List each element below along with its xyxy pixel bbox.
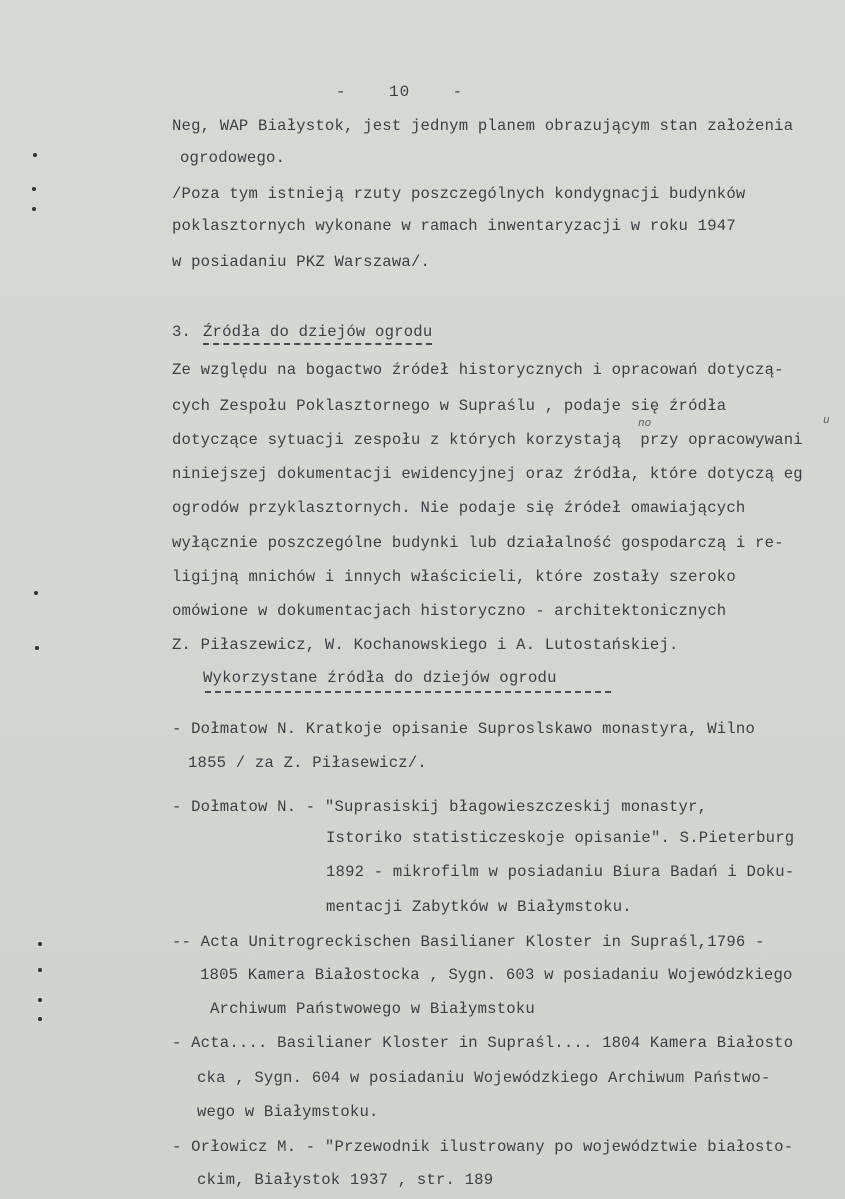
source-line: 1892 - mikrofilm w posiadaniu Biura Badań i Doku- xyxy=(326,863,795,881)
sources-heading: Wykorzystane źródła do dziejów ogrodu xyxy=(203,669,557,687)
margin-speck xyxy=(38,942,42,946)
body-line: omówione w dokumentacjach historyczno - architektonicznych xyxy=(172,602,727,620)
page-number: - 10 - xyxy=(336,83,464,101)
source-line: 1805 Kamera Białostocka , Sygn. 603 w posiadaniu Wojewódzkiego xyxy=(200,966,793,984)
source-line: mentacji Zabytków w Białymstoku. xyxy=(326,898,632,916)
text-line: poklasztornych wykonane w ramach inwentaryzacji w roku 1947 xyxy=(172,217,736,235)
margin-speck xyxy=(32,207,36,211)
body-line: wyłącznie poszczególne budynki lub działalność gospodarczą i re- xyxy=(172,534,784,552)
heading-dashed-underline xyxy=(205,691,611,693)
source-line: Istoriko statisticzeskoje opisanie". S.Pieterburg xyxy=(326,829,795,847)
body-line: niniejszej dokumentacji ewidencyjnej oraz źródła, które dotyczą eg xyxy=(172,465,803,483)
source-line: Archiwum Państwowego w Białymstoku xyxy=(210,1000,535,1018)
body-line: dotyczące sytuacji zespołu z których korzystają przy opracowywani xyxy=(172,431,803,449)
source-line: - Dołmatow N. - "Suprasiskij błagowieszczeskij monastyr, xyxy=(172,798,708,816)
section-title: Źródła do dziejów ogrodu xyxy=(203,322,432,345)
body-line: ogrodów przyklasztornych. Nie podaje się źródeł omawiających xyxy=(172,499,746,517)
handwritten-insert: no xyxy=(638,418,652,430)
source-line: 1855 / za Z. Piłasewicz/. xyxy=(188,754,427,772)
text-line: ogrodowego. xyxy=(180,149,286,167)
source-line: cka , Sygn. 604 w posiadaniu Wojewódzkiego Archiwum Państwo- xyxy=(197,1069,771,1087)
margin-speck xyxy=(34,591,38,595)
source-line: - Orłowicz M. - "Przewodnik ilustrowany po województwie białosto- xyxy=(172,1138,794,1156)
margin-speck xyxy=(38,998,42,1002)
text-line: w posiadaniu PKZ Warszawa/. xyxy=(172,253,431,271)
source-line: -- Acta Unitrogreckischen Basilianer Kloster in Supraśl,1796 - xyxy=(172,933,765,951)
margin-speck xyxy=(38,968,42,972)
body-line: Ze względu na bogactwo źródeł historycznych i opracowań dotyczą- xyxy=(172,361,784,379)
source-line: - Dołmatow N. Kratkoje opisanie Suproslskawo monastyra, Wilno xyxy=(172,720,756,738)
body-line: Z. Piłaszewicz, W. Kochanowskiego i A. Lutostańskiej. xyxy=(172,636,679,654)
margin-speck xyxy=(33,153,37,157)
margin-speck xyxy=(32,187,36,191)
margin-speck xyxy=(35,646,39,650)
handwritten-insert: u xyxy=(823,415,830,427)
text-line: /Poza tym istnieją rzuty poszczególnych kondygnacji budynków xyxy=(172,185,746,203)
source-line: - Acta.... Basilianer Kloster in Supraśl.... 1804 Kamera Białosto xyxy=(172,1034,794,1052)
text-line: Neg, WAP Białystok, jest jednym planem obrazującym stan założenia xyxy=(172,117,794,135)
body-line: cych Zespołu Poklasztornego w Supraślu , podaje się źródła xyxy=(172,397,727,415)
body-line: ligijną mnichów i innych właścicieli, które zostały szeroko xyxy=(172,568,736,586)
section-number: 3. xyxy=(172,323,192,341)
source-line: wego w Białymstoku. xyxy=(197,1103,379,1121)
source-line: ckim, Białystok 1937 , str. 189 xyxy=(197,1171,494,1189)
margin-speck xyxy=(38,1017,42,1021)
